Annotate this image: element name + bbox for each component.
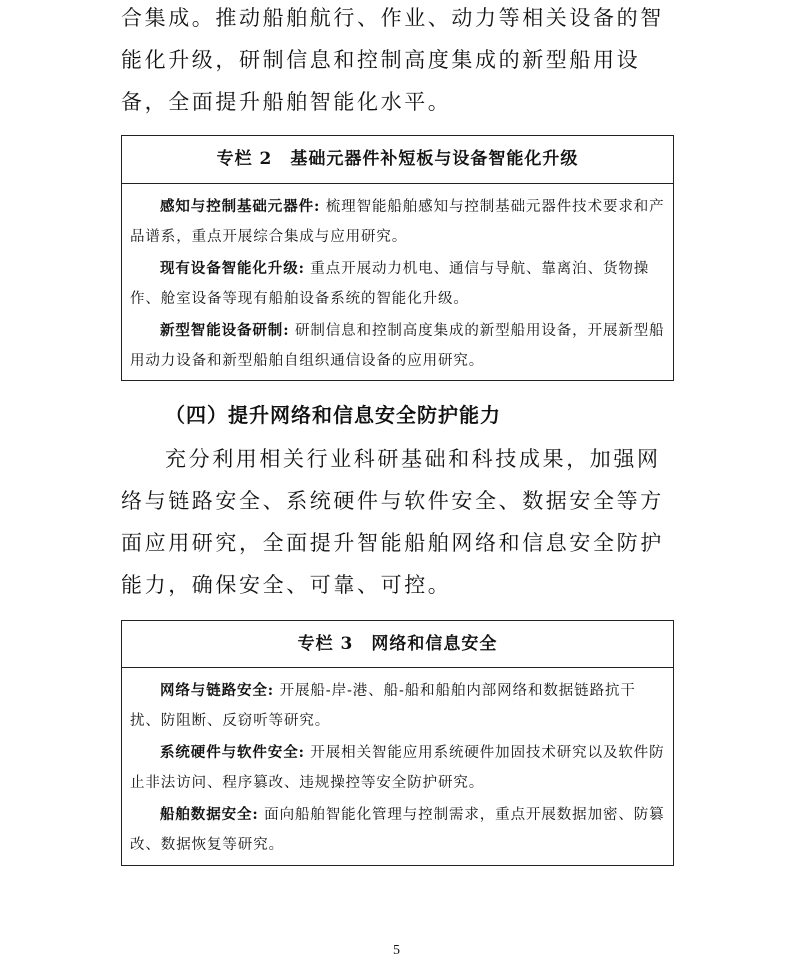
box-2-item-text: 研制信息和控制高度集成的新型船用设备，开展新型船用动力设备和新型船舶自组织通信设备的应用研究。	[130, 323, 665, 369]
feature-box-3	[121, 620, 674, 866]
box-2-item	[130, 254, 665, 314]
box-3-item-term: 系统硬件与软件安全:	[160, 744, 305, 761]
box-2-body	[122, 184, 673, 384]
intro-continuation-paragraph: 合集成。推动船舶航行、作业、动力等相关设备的智能化升级，研制信息和控制高度集成的新型船用设备，全面提升船舶智能化水平。	[121, 6, 664, 114]
feature-box-2	[121, 135, 674, 381]
box-2-item	[130, 316, 665, 376]
box-3-item	[130, 676, 665, 736]
box-2-label: 专栏 2	[216, 149, 273, 169]
box-2-title-text: 基础元器件补短板与设备智能化升级	[290, 149, 579, 169]
box-2-item-term: 感知与控制基础元器件:	[160, 198, 321, 215]
box-2-item-text: 重点开展动力机电、通信与导航、靠离泊、货物操作、舱室设备等现有船舶设备系统的智能化升级。	[130, 261, 650, 307]
box-2-item-term: 新型智能设备研制:	[160, 322, 290, 339]
box-2-title	[122, 136, 673, 184]
box-3-item-term: 船舶数据安全:	[160, 806, 259, 823]
page-number: 5	[393, 943, 400, 958]
box-3-item-text: 开展相关智能应用系统硬件加固技术研究以及软件防止非法访问、程序篡改、违规操控等安全防护研究。	[130, 745, 665, 791]
box-3-title-text: 网络和信息安全	[371, 634, 498, 654]
box-3-body	[122, 668, 673, 868]
box-3-title	[122, 621, 673, 668]
box-3-item-text: 开展船-岸-港、船-船和船舶内部网络和数据链路抗干扰、防阻断、反窃听等研究。	[130, 683, 636, 729]
box-2-item-text: 梳理智能船舶感知与控制基础元器件技术要求和产品谱系，重点开展综合集成与应用研究。	[130, 199, 665, 245]
box-3-label: 专栏 3	[297, 634, 354, 654]
box-3-item-term: 网络与链路安全:	[160, 682, 275, 699]
box-3-item-text: 面向船舶智能化管理与控制需求，重点开展数据加密、防篡改、数据恢复等研究。	[130, 807, 665, 853]
section-4-heading: （四）提升网络和信息安全防护能力	[165, 403, 501, 427]
box-3-item	[130, 738, 665, 798]
box-2-item-term: 现有设备智能化升级:	[160, 260, 305, 277]
section-4-body-paragraph: 充分利用相关行业科研基础和科技成果，加强网络与链路安全、系统硬件与软件安全、数据安全等方面应用研究，全面提升智能船舶网络和信息安全防护能力，确保安全、可靠、可控。	[121, 447, 664, 597]
box-2-item	[130, 192, 665, 252]
box-3-item	[130, 800, 665, 860]
